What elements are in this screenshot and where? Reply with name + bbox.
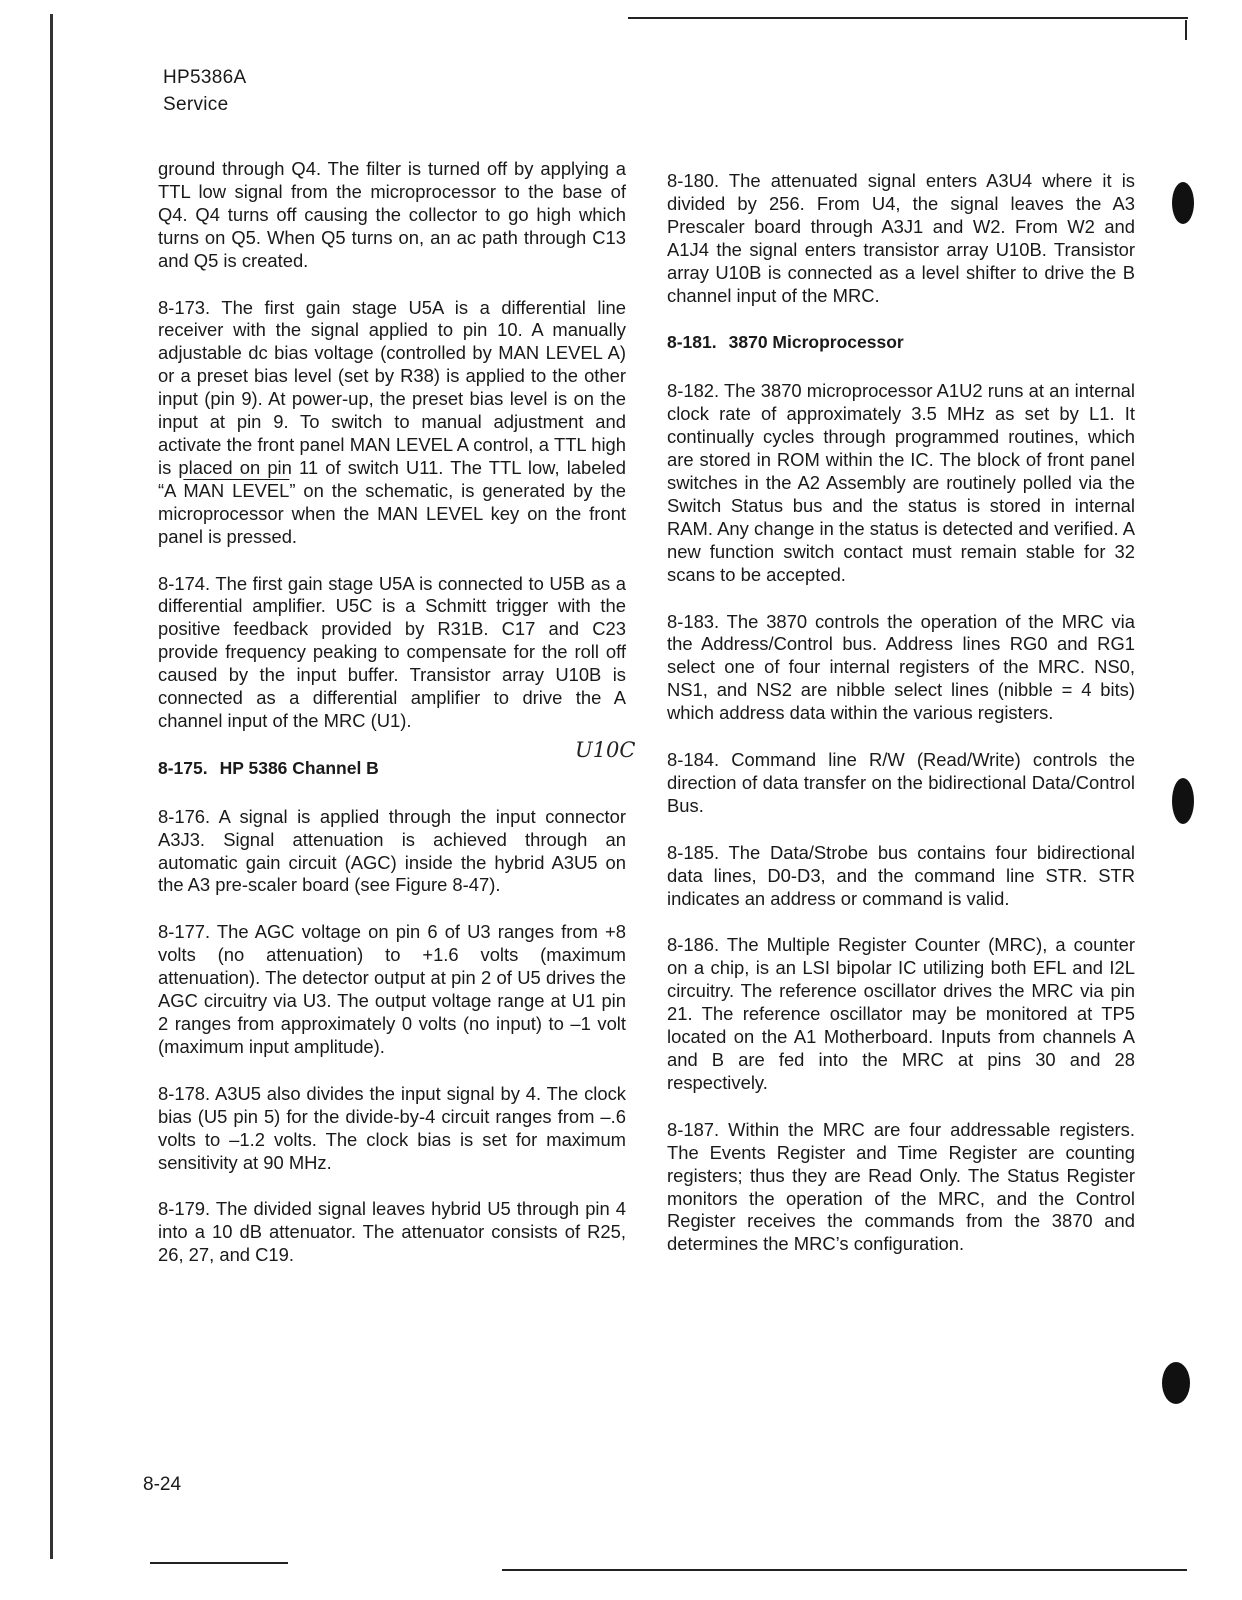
bottom-left-rule	[150, 1562, 288, 1564]
header-model: HP5386A	[163, 67, 247, 88]
punch-hole-mark	[1162, 1362, 1190, 1404]
right-column	[667, 170, 1135, 1280]
left-column	[158, 158, 626, 1291]
paragraph-text: The TTL low, labeled “A	[158, 456, 627, 501]
page-header	[163, 64, 246, 118]
overlined-signal-name: MAN LEVEL	[183, 479, 290, 501]
paragraph: 8-182. The 3870 microprocessor A1U2 runs at an internal clock rate of approximately 3.5 MHz as set by L1. It continually cycles through programmed routines, which are stored in ROM within the IC. The block of front panel switches in the A2 Assembly are routinely polled via the Switch Status bus and the status is stored in internal RAM. Any change in the status is detected and verified. A new function switch contact must remain stable for 32 scans to be accepted.	[667, 380, 1135, 585]
paragraph: 8-185. The Data/Strobe bus contains four bidirectional data lines, D0-D3, and the command line STR. STR indicates an address or command is valid.	[667, 841, 1135, 909]
heading-number: 8-181.	[667, 332, 717, 353]
handwritten-annotation: U10C	[575, 738, 636, 762]
paragraph: ground through Q4. The filter is turned off by applying a TTL low signal from the microprocessor to the base of Q4. Q4 turns off causing the collector to go high which turns on Q5. When Q5 turns on, an ac path through C13 and Q5 is created.	[158, 158, 626, 271]
punch-hole-mark	[1172, 182, 1194, 224]
header-section: Service	[163, 94, 229, 115]
section-heading	[667, 331, 1135, 354]
left-margin-rule	[50, 14, 53, 1559]
paragraph: 8-178. A3U5 also divides the input signal by 4. The clock bias (U5 pin 5) for the divide-by-4 circuit ranges from –.6 volts to –1.2 volts. The clock bias is set for maximum sensitivity at 90 MHz.	[158, 1082, 626, 1173]
paragraph: 8-184. Command line R/W (Read/Write) controls the direction of data transfer on the bidirectional Data/Control Bus.	[667, 749, 1135, 816]
section-heading	[158, 757, 626, 780]
punch-hole-mark	[1172, 778, 1194, 824]
paragraph: 8-183. The 3870 controls the operation of the MRC via the Address/Control bus. Address lines RG0 and RG1 select one of four internal registers of the MRC. NS0, NS1, and NS2 are nibble select lines (nibble = 4 bits) which address data within the various registers.	[667, 610, 1135, 724]
paragraph: 8-177. The AGC voltage on pin 6 of U3 ranges from +8 volts (no attenuation) to +1.6 volts (maximum attenuation). The detector output at pin 2 of U5 drives the AGC circuitry via U3. The output voltage range at U1 pin 2 ranges from approximately 0 volts (no input) to –1 volt (maximum input amplitude).	[158, 921, 626, 1057]
paragraph: 8-176. A signal is applied through the input connector A3J3. Signal attenuation is achieved through an automatic gain circuit (AGC) inside the hybrid A3U5 on the A3 pre-scaler board (see Figure 8-47).	[158, 805, 626, 896]
top-right-rule	[628, 17, 1188, 19]
page-number: 8-24	[143, 1474, 182, 1495]
paragraph-text: ” on the schematic, is generated by the microprocessor when the MAN LEVEL key on the front panel is pressed.	[158, 479, 627, 547]
heading-number: 8-175.	[158, 757, 208, 778]
heading-title: 3870 Microprocessor	[728, 332, 904, 353]
bottom-right-rule	[502, 1569, 1187, 1571]
paragraph-text: 8-173. The first gain stage U5A is a differential line receiver with the signal applied to pin 10. A manually adjustable dc bias voltage (controlled by MAN LEVEL A) or a preset bias level (set by R38) is applied to the other input (pin 9). At power-up, the preset bias level is on the input at pin 9. To switch to manual adjustment and activate the front panel MAN LEVEL A control, a TTL high is placed on pin 11 of switch U11.	[158, 296, 626, 478]
paragraph: 8-179. The divided signal leaves hybrid U5 through pin 4 into a 10 dB attenuator. The attenuator consists of R25, 26, 27, and C19.	[158, 1198, 626, 1266]
paragraph: 8-180. The attenuated signal enters A3U4 where it is divided by 256. From U4, the signal leaves the A3 Prescaler board through A3J1 and W2. From W2 and A1J4 the signal enters transistor array U10B. Transistor array U10B is connected as a level shifter to drive the B channel input of the MRC.	[667, 170, 1135, 306]
right-margin-rule	[1185, 20, 1187, 40]
paragraph-8-173	[158, 297, 626, 549]
heading-title: HP 5386 Channel B	[219, 757, 379, 778]
paragraph: 8-186. The Multiple Register Counter (MRC), a counter on a chip, is an LSI bipolar IC utilizing both EFL and I2L circuitry. The reference oscillator drives the MRC via pin 21. The reference oscillator may be monitored at TP5 located on the A1 Motherboard. Inputs from channels A and B are fed into the MRC at pins 30 and 28 respectively.	[667, 934, 1135, 1093]
paragraph: 8-174. The first gain stage U5A is connected to U5B as a differential amplifier. U5C is a Schmitt trigger with the positive feedback provided by R31B. C17 and C23 provide frequency peaking to compensate for the roll off caused by the input buffer. Transistor array U10B is connected as a differential amplifier to drive the A channel input of the MRC (U1).	[158, 572, 626, 731]
paragraph: 8-187. Within the MRC are four addressable registers. The Events Register and Time Register are counting registers; thus they are Read Only. The Status Register monitors the operation of the MRC, and the Control Register receives the commands from the 3870 and determines the MRC’s configuration.	[667, 1118, 1135, 1255]
